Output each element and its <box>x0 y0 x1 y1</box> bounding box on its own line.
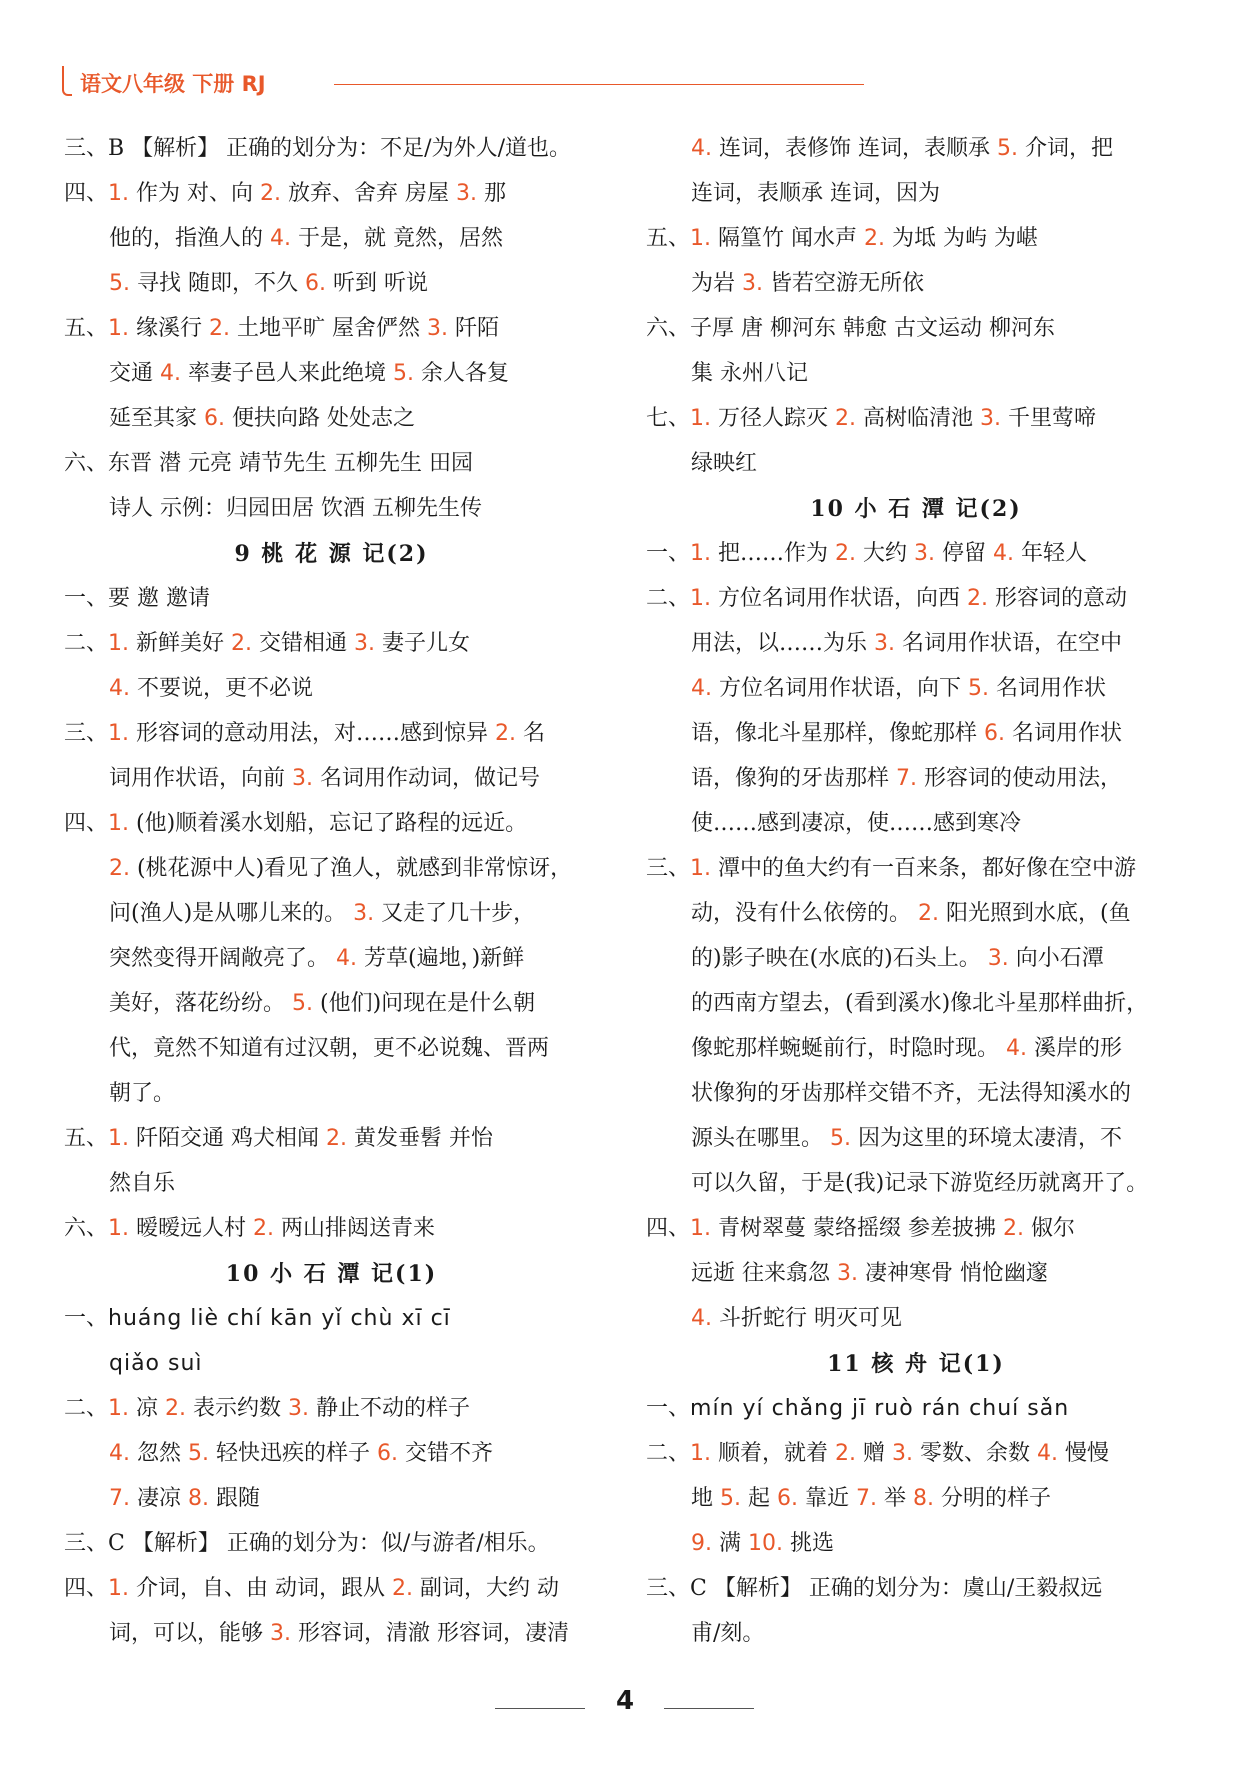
answer-line <box>646 850 1186 895</box>
answer-text: 代，竟然不知道有过汉朝，更不必说魏、晋两 <box>109 1036 550 1061</box>
answer-line <box>646 400 1186 445</box>
answer-line <box>64 805 599 850</box>
answer-text: (他)顺着溪水划船，忘记了路程的远近。 <box>129 811 528 836</box>
answer-line <box>64 310 599 355</box>
answer-text: 名 <box>516 721 546 746</box>
answer-line <box>646 445 1186 490</box>
item-number: 2. <box>392 1576 413 1601</box>
answer-text: 寻找 随即，不久 <box>130 271 305 296</box>
answer-text: 高树临清池 <box>856 406 981 431</box>
answer-line <box>646 760 1186 805</box>
answer-text: 词用作状语，向前 <box>109 766 292 791</box>
answer-column-right <box>646 130 1186 1660</box>
answer-text: 介词，把 <box>1017 136 1113 161</box>
answer-text: 11 核 舟 记(1) <box>827 1351 1005 1377</box>
answer-line <box>646 985 1186 1030</box>
answer-line <box>64 985 599 1030</box>
answer-text: 一、 <box>646 1396 691 1421</box>
answer-line <box>646 1120 1186 1165</box>
item-number: 2. <box>1003 1216 1024 1241</box>
item-number: 8. <box>913 1486 934 1511</box>
answer-text: 可以久留，于是(我)记录下游览经历就离开了。 <box>691 1171 1149 1196</box>
answer-text: 朝了。 <box>109 1081 176 1106</box>
answer-line <box>64 1480 599 1525</box>
answer-text: 轻快迅疾的样子 <box>209 1441 377 1466</box>
answer-text: 那 <box>476 181 506 206</box>
item-number: 3. <box>270 1621 291 1646</box>
item-number: 2. <box>209 316 231 341</box>
item-number: 1. <box>690 406 712 431</box>
answer-line <box>646 1525 1186 1570</box>
item-number: 1. <box>690 1216 712 1241</box>
answer-text: 便扶向路 处处志之 <box>225 406 415 431</box>
analysis-tag: 【解析】 <box>131 1531 220 1556</box>
answer-text: 名词用作动词，做记号 <box>313 766 540 791</box>
item-number: 1. <box>108 721 130 746</box>
pinyin-text: mín yí chǎng jī ruò rán chuí sǎn <box>690 1396 1070 1421</box>
answer-text: 三、 <box>64 721 109 746</box>
answer-line <box>64 1300 599 1345</box>
answer-text: 连词，表修饰 连词，表顺承 <box>712 136 997 161</box>
answer-text: 10 小 石 潭 记(2) <box>810 496 1022 522</box>
answer-text: 副词，大约 动 <box>413 1576 559 1601</box>
answer-text: 正确的划分为：虞山/王毅叔远 <box>801 1576 1103 1601</box>
answer-line <box>646 310 1186 355</box>
answer-text: 把……作为 <box>711 541 836 566</box>
answer-line <box>64 355 599 400</box>
answer-text: 新鲜美好 <box>129 631 232 656</box>
item-number: 7. <box>896 766 917 791</box>
item-number: 1. <box>690 541 712 566</box>
section-heading <box>64 1255 599 1300</box>
answer-text: 三、C <box>64 1531 132 1556</box>
answer-line <box>64 760 599 805</box>
answer-line <box>646 1615 1186 1660</box>
answer-line <box>646 805 1186 850</box>
answer-line <box>64 130 599 175</box>
answer-column-left <box>64 130 599 1660</box>
answer-line <box>646 670 1186 715</box>
answer-text: 形容词的意动 <box>988 586 1128 611</box>
answer-text: 五、 <box>64 1126 109 1151</box>
analysis-tag: 【解析】 <box>713 1576 802 1601</box>
item-number: 7. <box>109 1486 130 1511</box>
footer-rule-left <box>495 1708 585 1709</box>
pinyin-text: huáng liè chí kān yǐ chù xī cī <box>108 1306 451 1331</box>
answer-line <box>646 1075 1186 1120</box>
item-number: 2. <box>835 541 857 566</box>
answer-text: 顺着，就着 <box>711 1441 836 1466</box>
answer-line <box>646 175 1186 220</box>
answer-text: 忽然 <box>130 1441 188 1466</box>
answer-text: 斗折蛇行 明灭可见 <box>712 1306 902 1331</box>
answer-text: 状像狗的牙齿那样交错不齐，无法得知溪水的 <box>691 1081 1132 1106</box>
answer-text: 静止不动的样子 <box>309 1396 471 1421</box>
header-bracket <box>62 66 72 96</box>
answer-text: 四、 <box>646 1216 691 1241</box>
answer-line <box>64 1075 599 1120</box>
answer-line <box>64 940 599 985</box>
item-number: 4. <box>160 361 181 386</box>
answer-text: 不要说，更不必说 <box>130 676 313 701</box>
answer-line <box>646 1480 1186 1525</box>
item-number: 5. <box>720 1486 741 1511</box>
answer-text: 地 <box>691 1486 720 1511</box>
item-number: 6. <box>204 406 225 431</box>
answer-text: 词，可以，能够 <box>109 1621 270 1646</box>
answer-text: 语，像狗的牙齿那样 <box>691 766 896 791</box>
answer-text: 用法，以……为乐 <box>691 631 874 656</box>
answer-text: 三、B <box>64 136 132 161</box>
answer-text: 潭中的鱼大约有一百来条，都好像在空中游 <box>711 856 1137 881</box>
answer-line <box>64 1120 599 1165</box>
answer-text: 方位名词用作状语，向西 <box>711 586 968 611</box>
answer-line <box>646 895 1186 940</box>
answer-line <box>64 445 599 490</box>
answer-text: 形容词的意动用法，对……感到惊异 <box>129 721 496 746</box>
answer-text: (他们)问现在是什么朝 <box>313 991 536 1016</box>
answer-text: 七、 <box>646 406 691 431</box>
item-number: 3. <box>987 946 1009 971</box>
item-number: 1. <box>108 1126 130 1151</box>
answer-line <box>64 1435 599 1480</box>
answer-text: 交通 <box>109 361 160 386</box>
answer-text: 芳草(遍地，)新鲜 <box>357 946 525 971</box>
answer-text: 凄凉 <box>130 1486 188 1511</box>
item-number: 7. <box>856 1486 877 1511</box>
answer-text: 正确的划分为：不足/为外人/道也。 <box>219 136 572 161</box>
item-number: 8. <box>188 1486 209 1511</box>
item-number: 10. <box>748 1531 783 1556</box>
answer-text: 形容词的使动用法， <box>917 766 1122 791</box>
answer-text: 表示约数 <box>186 1396 289 1421</box>
item-number: 2. <box>231 631 253 656</box>
item-number: 4. <box>336 946 357 971</box>
answer-text: 溪岸的形 <box>1027 1036 1122 1061</box>
item-number: 3. <box>455 181 477 206</box>
answer-line <box>646 1255 1186 1300</box>
answer-text: 问(渔人)是从哪儿来的。 <box>109 901 354 926</box>
answer-line <box>64 220 599 265</box>
answer-text: 9 桃 花 源 记(2) <box>234 541 429 567</box>
answer-text: 二、 <box>64 1396 109 1421</box>
answer-text: 像蛇那样蜿蜒前行，时隐时现。 <box>691 1036 1006 1061</box>
item-number: 4. <box>691 1306 712 1331</box>
item-number: 3. <box>354 631 376 656</box>
answer-line <box>646 1165 1186 1210</box>
answer-line <box>646 625 1186 670</box>
answer-line <box>646 220 1186 265</box>
answer-text: 名词用作状 <box>989 676 1106 701</box>
answer-line <box>646 715 1186 760</box>
answer-line <box>646 940 1186 985</box>
answer-text: 一、 <box>64 1306 109 1331</box>
item-number: 1. <box>108 1396 130 1421</box>
item-number: 6. <box>984 721 1005 746</box>
page-number: 4 <box>615 1686 635 1716</box>
section-heading <box>646 490 1186 535</box>
answer-text: 阳光照到水底，(鱼 <box>939 901 1131 926</box>
item-number: 2. <box>495 721 517 746</box>
item-number: 5. <box>188 1441 209 1466</box>
answer-text: 为岩 <box>691 271 742 296</box>
answer-text: 青树翠蔓 蒙络摇缀 参差披拂 <box>711 1216 1003 1241</box>
answer-text: 阡陌交通 鸡犬相闻 <box>129 1126 326 1151</box>
answer-line <box>64 715 599 760</box>
item-number: 1. <box>690 1441 712 1466</box>
item-number: 1. <box>690 856 712 881</box>
item-number: 3. <box>837 1261 858 1286</box>
answer-line <box>64 1345 599 1390</box>
answer-text: 一、要 邀 邀请 <box>64 586 210 611</box>
answer-text: 余人各复 <box>414 361 509 386</box>
answer-text: 缘溪行 <box>129 316 210 341</box>
answer-text: 一、 <box>646 541 691 566</box>
answer-line <box>646 265 1186 310</box>
answer-line <box>646 1210 1186 1255</box>
answer-line <box>646 1300 1186 1345</box>
item-number: 3. <box>980 406 1002 431</box>
answer-text: 绿映红 <box>691 451 758 476</box>
item-number: 5. <box>996 136 1018 161</box>
answer-text: 分明的样子 <box>934 1486 1051 1511</box>
answer-text: 的)影子映在(水底的)石头上。 <box>691 946 988 971</box>
answer-text: 凉 <box>129 1396 166 1421</box>
answer-line <box>64 1030 599 1075</box>
item-number: 3. <box>914 541 936 566</box>
answer-text: 俶尔 <box>1024 1216 1075 1241</box>
item-number: 3. <box>874 631 895 656</box>
answer-text: 向小石潭 <box>1008 946 1104 971</box>
answer-text: 远逝 往来翕忽 <box>691 1261 837 1286</box>
item-number: 1. <box>108 181 130 206</box>
answer-line <box>64 175 599 220</box>
answer-text: 甫/刻。 <box>691 1621 765 1646</box>
item-number: 2. <box>918 901 939 926</box>
answer-text: 的西南方望去，(看到溪水)像北斗星那样曲折， <box>691 991 1149 1016</box>
answer-text: 大约 <box>856 541 915 566</box>
answer-line <box>646 1390 1186 1435</box>
answer-text: 挑选 <box>783 1531 834 1556</box>
answer-line <box>646 1435 1186 1480</box>
item-number: 6. <box>377 1441 398 1466</box>
answer-line <box>646 1030 1186 1075</box>
answer-line <box>64 1165 599 1210</box>
answer-text: 因为这里的环境太凄清，不 <box>851 1126 1122 1151</box>
item-number: 5. <box>830 1126 851 1151</box>
page-footer <box>0 1686 1250 1726</box>
section-heading <box>646 1345 1186 1390</box>
item-number: 1. <box>690 586 712 611</box>
answer-line <box>64 625 599 670</box>
answer-text: 方位名词用作状语，向下 <box>712 676 968 701</box>
item-number: 2. <box>835 1441 857 1466</box>
answer-text: 起 <box>741 1486 777 1511</box>
item-number: 4. <box>1037 1441 1059 1466</box>
answer-text: 为坻 为屿 为嵁 <box>885 226 1038 251</box>
answer-line <box>646 1570 1186 1615</box>
answer-text: 暧暧远人村 <box>129 1216 254 1241</box>
answer-text: 形容词，清澈 形容词，凄清 <box>291 1621 569 1646</box>
item-number: 1. <box>108 316 130 341</box>
answer-text: 赠 <box>856 1441 893 1466</box>
answer-text: 诗人 示例：归园田居 饮酒 五柳先生传 <box>109 496 482 521</box>
item-number: 3. <box>353 901 375 926</box>
answer-text: 他的，指渔人的 <box>109 226 270 251</box>
answer-text: 六、 <box>64 1216 109 1241</box>
answer-text: 交错相通 <box>252 631 355 656</box>
item-number: 6. <box>777 1486 798 1511</box>
answer-text: 千里莺啼 <box>1001 406 1097 431</box>
header-rule <box>334 84 864 85</box>
answer-text: 二、 <box>646 586 691 611</box>
item-number: 1. <box>108 631 130 656</box>
answer-text: 又走了几十步， <box>374 901 536 926</box>
answer-text: 二、 <box>646 1441 691 1466</box>
item-number: 4. <box>109 676 130 701</box>
answer-text: 放弃、舍弃 房屋 <box>281 181 456 206</box>
answer-text: 率妻子邑人来此绝境 <box>181 361 393 386</box>
answer-text: 土地平旷 屋舍俨然 <box>230 316 427 341</box>
answer-line <box>64 895 599 940</box>
answer-text: 满 <box>712 1531 748 1556</box>
answer-text: 交错不齐 <box>398 1441 493 1466</box>
answer-text: 跟随 <box>209 1486 260 1511</box>
answer-line <box>646 130 1186 175</box>
answer-text: 黄发垂髫 并怡 <box>347 1126 493 1151</box>
answer-text: 使……感到凄凉，使……感到寒冷 <box>691 811 1022 836</box>
item-number: 9. <box>691 1531 712 1556</box>
item-number: 4. <box>270 226 291 251</box>
answer-text: 听到 听说 <box>325 271 428 296</box>
book-title: 语文八年级 下册 RJ <box>80 72 266 96</box>
answer-text: 美好，落花纷纷。 <box>109 991 292 1016</box>
answer-text: 语，像北斗星那样，像蛇那样 <box>691 721 984 746</box>
item-number: 1. <box>108 811 130 836</box>
answer-text: 四、 <box>64 181 109 206</box>
answer-text: 零数、余数 <box>913 1441 1038 1466</box>
answer-text: 举 <box>877 1486 913 1511</box>
pinyin-text: qiǎo suì <box>109 1351 203 1376</box>
answer-text: 四、 <box>64 811 109 836</box>
answer-text: 源头在哪里。 <box>691 1126 830 1151</box>
answer-text: 动，没有什么依傍的。 <box>691 901 918 926</box>
answer-text: 突然变得开阔敞亮了。 <box>109 946 336 971</box>
answer-text: 延至其家 <box>109 406 204 431</box>
item-number: 4. <box>691 136 712 161</box>
answer-text: (桃花源中人)看见了渔人，就感到非常惊讶， <box>130 856 573 881</box>
answer-text: 连词，表顺承 连词，因为 <box>691 181 940 206</box>
item-number: 5. <box>109 271 130 296</box>
answer-text: 于是，就 竟然，居然 <box>291 226 503 251</box>
item-number: 3. <box>292 766 313 791</box>
item-number: 2. <box>967 586 989 611</box>
answer-text: 三、 <box>646 856 691 881</box>
item-number: 2. <box>864 226 885 251</box>
item-number: 4. <box>691 676 712 701</box>
answer-line <box>646 355 1186 400</box>
item-number: 4. <box>993 541 1015 566</box>
answer-text: 作为 对、向 <box>129 181 260 206</box>
answer-text: 名词用作状语，在空中 <box>895 631 1122 656</box>
answer-text: 六、东晋 潜 元亮 靖节先生 五柳先生 田园 <box>64 451 473 476</box>
item-number: 2. <box>835 406 857 431</box>
answer-line <box>64 580 599 625</box>
answer-text: 五、 <box>64 316 109 341</box>
answer-text: 两山排闼送青来 <box>274 1216 436 1241</box>
item-number: 3. <box>427 316 448 341</box>
answer-text: 慢慢 <box>1058 1441 1110 1466</box>
item-number: 1. <box>690 226 712 251</box>
answer-line <box>64 490 599 535</box>
answer-text: 正确的划分为：似/与游者/相乐。 <box>219 1531 550 1556</box>
answer-text: 五、 <box>646 226 691 251</box>
answer-text: 四、 <box>64 1576 109 1601</box>
answer-text: 年轻人 <box>1014 541 1088 566</box>
answer-text: 集 永州八记 <box>691 361 808 386</box>
answer-line <box>64 1615 599 1660</box>
item-number: 3. <box>742 271 763 296</box>
item-number: 5. <box>968 676 989 701</box>
item-number: 1. <box>108 1576 130 1601</box>
answer-text: 停留 <box>935 541 994 566</box>
answer-line <box>64 1525 599 1570</box>
answer-line <box>64 1570 599 1615</box>
answer-text: 靠近 <box>798 1486 856 1511</box>
answer-line <box>646 580 1186 625</box>
page-header <box>62 62 822 96</box>
answer-text: 10 小 石 潭 记(1) <box>225 1261 438 1287</box>
item-number: 2. <box>109 856 130 881</box>
answer-text: 凄神寒骨 悄怆幽邃 <box>858 1261 1048 1286</box>
item-number: 2. <box>165 1396 187 1421</box>
answer-text: 妻子儿女 <box>375 631 471 656</box>
answer-text: 介词，自、由 动词，跟从 <box>129 1576 392 1601</box>
answer-line <box>64 1210 599 1255</box>
answer-text: 名词用作状 <box>1005 721 1122 746</box>
item-number: 3. <box>892 1441 914 1466</box>
analysis-tag: 【解析】 <box>131 136 220 161</box>
answer-line <box>64 1390 599 1435</box>
answer-text: 隔篁竹 闻水声 <box>711 226 864 251</box>
item-number: 5. <box>292 991 313 1016</box>
answer-line <box>64 400 599 445</box>
answer-line <box>64 850 599 895</box>
answer-text: 阡陌 <box>448 316 499 341</box>
answer-line <box>64 670 599 715</box>
item-number: 1. <box>108 1216 130 1241</box>
item-number: 4. <box>109 1441 130 1466</box>
item-number: 2. <box>253 1216 275 1241</box>
item-number: 4. <box>1006 1036 1027 1061</box>
item-number: 2. <box>260 181 281 206</box>
answer-text: 二、 <box>64 631 109 656</box>
answer-text: 皆若空游无所依 <box>763 271 924 296</box>
answer-line <box>64 265 599 310</box>
item-number: 3. <box>288 1396 310 1421</box>
answer-text: 三、C <box>646 1576 714 1601</box>
answer-text: 然自乐 <box>109 1171 176 1196</box>
footer-rule-right <box>664 1708 754 1709</box>
item-number: 6. <box>304 271 326 296</box>
section-heading <box>64 535 599 580</box>
answer-text: 万径人踪灭 <box>711 406 836 431</box>
item-number: 5. <box>393 361 414 386</box>
answer-line <box>646 535 1186 580</box>
answer-text: 六、子厚 唐 柳河东 韩愈 古文运动 柳河东 <box>646 316 1055 341</box>
item-number: 2. <box>326 1126 347 1151</box>
